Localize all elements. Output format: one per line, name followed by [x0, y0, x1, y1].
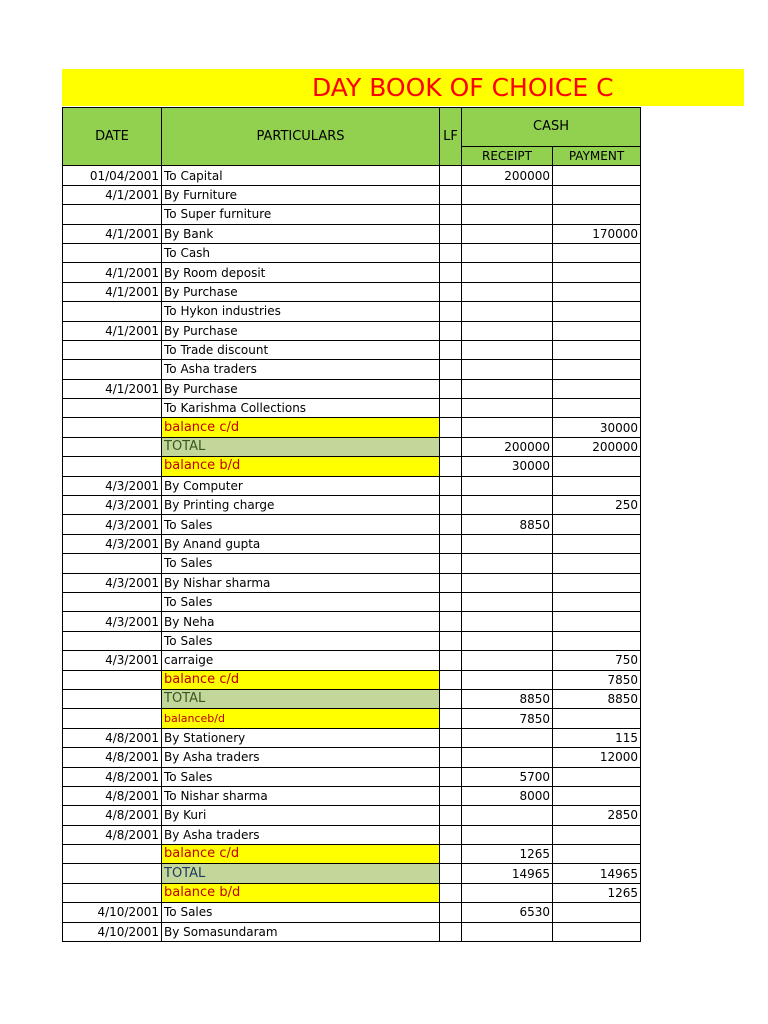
particulars-cell[interactable]: By Furniture — [162, 185, 440, 204]
table-row — [63, 825, 641, 844]
table-row — [63, 534, 641, 553]
payment-cell[interactable] — [553, 321, 641, 340]
date-cell[interactable]: 4/3/2001 — [63, 515, 162, 534]
header-lf[interactable]: LF — [440, 108, 462, 166]
lf-cell[interactable] — [440, 224, 462, 243]
lf-cell[interactable] — [440, 282, 462, 301]
date-cell[interactable]: 4/3/2001 — [63, 534, 162, 553]
receipt-cell[interactable] — [462, 592, 553, 611]
lf-cell[interactable] — [440, 592, 462, 611]
date-cell[interactable]: 4/8/2001 — [63, 728, 162, 747]
particulars-cell[interactable]: To Hykon industries — [162, 302, 440, 321]
date-cell[interactable]: 4/10/2001 — [63, 922, 162, 941]
lf-cell[interactable] — [440, 864, 462, 883]
receipt-cell[interactable] — [462, 476, 553, 495]
lf-cell[interactable] — [440, 670, 462, 689]
lf-cell[interactable] — [440, 612, 462, 631]
receipt-cell[interactable] — [462, 321, 553, 340]
table-row — [63, 243, 641, 262]
date-cell[interactable]: 4/1/2001 — [63, 282, 162, 301]
table-row — [63, 457, 641, 476]
particulars-cell[interactable]: balance c/d — [162, 418, 440, 437]
date-cell[interactable] — [63, 554, 162, 573]
payment-cell[interactable]: 200000 — [553, 437, 641, 456]
date-cell[interactable]: 4/3/2001 — [63, 612, 162, 631]
receipt-cell[interactable] — [462, 360, 553, 379]
particulars-cell[interactable]: To Sales — [162, 767, 440, 786]
table-row — [63, 767, 641, 786]
payment-cell[interactable] — [553, 360, 641, 379]
lf-cell[interactable] — [440, 418, 462, 437]
sheet-title: DAY BOOK OF CHOICE C — [312, 73, 614, 102]
header-payment[interactable]: PAYMENT — [553, 147, 641, 166]
lf-cell[interactable] — [440, 767, 462, 786]
receipt-cell[interactable]: 14965 — [462, 864, 553, 883]
payment-cell[interactable] — [553, 340, 641, 359]
date-cell[interactable]: 4/8/2001 — [63, 806, 162, 825]
date-cell[interactable] — [63, 689, 162, 708]
table-row — [63, 573, 641, 592]
date-cell[interactable] — [63, 864, 162, 883]
table-row — [63, 166, 641, 185]
receipt-cell[interactable]: 1265 — [462, 845, 553, 864]
receipt-cell[interactable] — [462, 573, 553, 592]
ledger-body — [63, 166, 641, 942]
receipt-cell[interactable]: 200000 — [462, 166, 553, 185]
receipt-cell[interactable] — [462, 670, 553, 689]
receipt-cell[interactable] — [462, 496, 553, 515]
particulars-cell[interactable]: To Nishar sharma — [162, 786, 440, 805]
particulars-cell[interactable]: balance c/d — [162, 670, 440, 689]
receipt-cell[interactable] — [462, 399, 553, 418]
table-row — [63, 515, 641, 534]
payment-cell[interactable] — [553, 205, 641, 224]
receipt-cell[interactable] — [462, 806, 553, 825]
payment-cell[interactable] — [553, 515, 641, 534]
payment-cell[interactable] — [553, 399, 641, 418]
receipt-cell[interactable] — [462, 379, 553, 398]
table-row — [63, 748, 641, 767]
date-cell[interactable] — [63, 709, 162, 728]
table-row — [63, 592, 641, 611]
particulars-cell[interactable]: To Sales — [162, 554, 440, 573]
table-row — [63, 321, 641, 340]
date-cell[interactable]: 4/1/2001 — [63, 224, 162, 243]
date-cell[interactable] — [63, 457, 162, 476]
lf-cell[interactable] — [440, 573, 462, 592]
lf-cell[interactable] — [440, 806, 462, 825]
payment-cell[interactable] — [553, 476, 641, 495]
header-row-top — [63, 108, 641, 147]
table-row — [63, 883, 641, 902]
table-row — [63, 418, 641, 437]
receipt-cell[interactable] — [462, 263, 553, 282]
payment-cell[interactable] — [553, 845, 641, 864]
particulars-cell[interactable]: By Asha traders — [162, 825, 440, 844]
lf-cell[interactable] — [440, 321, 462, 340]
payment-cell[interactable]: 1265 — [553, 883, 641, 902]
payment-cell[interactable] — [553, 631, 641, 650]
particulars-cell[interactable]: To Sales — [162, 631, 440, 650]
particulars-cell[interactable]: By Printing charge — [162, 496, 440, 515]
date-cell[interactable] — [63, 205, 162, 224]
lf-cell[interactable] — [440, 515, 462, 534]
particulars-cell[interactable]: To Trade discount — [162, 340, 440, 359]
receipt-cell[interactable] — [462, 205, 553, 224]
table-row — [63, 282, 641, 301]
receipt-cell[interactable] — [462, 282, 553, 301]
particulars-cell[interactable]: To Asha traders — [162, 360, 440, 379]
payment-cell[interactable]: 250 — [553, 496, 641, 515]
lf-cell[interactable] — [440, 631, 462, 650]
payment-cell[interactable] — [553, 457, 641, 476]
receipt-cell[interactable]: 200000 — [462, 437, 553, 456]
payment-cell[interactable] — [553, 767, 641, 786]
header-cash[interactable]: CASH — [462, 108, 641, 147]
header-receipt[interactable]: RECEIPT — [462, 147, 553, 166]
lf-cell[interactable] — [440, 185, 462, 204]
lf-cell[interactable] — [440, 709, 462, 728]
payment-cell[interactable] — [553, 825, 641, 844]
table-row — [63, 670, 641, 689]
date-cell[interactable]: 4/3/2001 — [63, 651, 162, 670]
payment-cell[interactable]: 115 — [553, 728, 641, 747]
particulars-cell[interactable]: balanceb/d — [162, 709, 440, 728]
particulars-cell[interactable]: To Cash — [162, 243, 440, 262]
particulars-cell[interactable]: To Capital — [162, 166, 440, 185]
payment-cell[interactable]: 8850 — [553, 689, 641, 708]
particulars-cell[interactable]: balance b/d — [162, 883, 440, 902]
receipt-cell[interactable] — [462, 922, 553, 941]
header-particulars[interactable]: PARTICULARS — [162, 108, 440, 166]
date-cell[interactable]: 4/8/2001 — [63, 767, 162, 786]
lf-cell[interactable] — [440, 302, 462, 321]
particulars-cell[interactable]: By Stationery — [162, 728, 440, 747]
lf-cell[interactable] — [440, 379, 462, 398]
payment-cell[interactable] — [553, 263, 641, 282]
receipt-cell[interactable] — [462, 418, 553, 437]
payment-cell[interactable] — [553, 379, 641, 398]
date-cell[interactable]: 4/8/2001 — [63, 786, 162, 805]
date-cell[interactable] — [63, 302, 162, 321]
lf-cell[interactable] — [440, 728, 462, 747]
lf-cell[interactable] — [440, 166, 462, 185]
payment-cell[interactable] — [553, 903, 641, 922]
particulars-cell[interactable]: balance b/d — [162, 457, 440, 476]
date-cell[interactable] — [63, 418, 162, 437]
lf-cell[interactable] — [440, 399, 462, 418]
payment-cell[interactable] — [553, 302, 641, 321]
lf-cell[interactable] — [440, 845, 462, 864]
receipt-cell[interactable]: 5700 — [462, 767, 553, 786]
payment-cell[interactable] — [553, 243, 641, 262]
payment-cell[interactable] — [553, 786, 641, 805]
table-row — [63, 185, 641, 204]
lf-cell[interactable] — [440, 922, 462, 941]
date-cell[interactable] — [63, 670, 162, 689]
particulars-cell[interactable]: TOTAL — [162, 437, 440, 456]
table-row — [63, 476, 641, 495]
particulars-cell[interactable]: By Purchase — [162, 321, 440, 340]
receipt-cell[interactable] — [462, 651, 553, 670]
particulars-cell[interactable]: TOTAL — [162, 689, 440, 708]
payment-cell[interactable] — [553, 534, 641, 553]
lf-cell[interactable] — [440, 651, 462, 670]
particulars-cell[interactable]: To Sales — [162, 592, 440, 611]
lf-cell[interactable] — [440, 263, 462, 282]
table-row — [63, 205, 641, 224]
payment-cell[interactable]: 12000 — [553, 748, 641, 767]
payment-cell[interactable]: 7850 — [553, 670, 641, 689]
receipt-cell[interactable] — [462, 224, 553, 243]
payment-cell[interactable]: 750 — [553, 651, 641, 670]
date-cell[interactable] — [63, 883, 162, 902]
receipt-cell[interactable] — [462, 883, 553, 902]
particulars-cell[interactable]: By Nishar sharma — [162, 573, 440, 592]
lf-cell[interactable] — [440, 243, 462, 262]
table-row — [63, 689, 641, 708]
date-cell[interactable] — [63, 360, 162, 379]
lf-cell[interactable] — [440, 340, 462, 359]
lf-cell[interactable] — [440, 825, 462, 844]
table-row — [63, 554, 641, 573]
date-cell[interactable]: 4/1/2001 — [63, 379, 162, 398]
title-bar — [62, 69, 744, 106]
receipt-cell[interactable] — [462, 534, 553, 553]
date-cell[interactable]: 4/8/2001 — [63, 825, 162, 844]
lf-cell[interactable] — [440, 883, 462, 902]
date-cell[interactable] — [63, 399, 162, 418]
receipt-cell[interactable]: 30000 — [462, 457, 553, 476]
particulars-cell[interactable]: By Kuri — [162, 806, 440, 825]
particulars-cell[interactable]: carraige — [162, 651, 440, 670]
particulars-cell[interactable]: By Room deposit — [162, 263, 440, 282]
table-row — [63, 379, 641, 398]
particulars-cell[interactable]: balance c/d — [162, 845, 440, 864]
table-row — [63, 263, 641, 282]
lf-cell[interactable] — [440, 689, 462, 708]
payment-cell[interactable] — [553, 166, 641, 185]
lf-cell[interactable] — [440, 554, 462, 573]
particulars-cell[interactable]: By Computer — [162, 476, 440, 495]
payment-cell[interactable]: 30000 — [553, 418, 641, 437]
particulars-cell[interactable]: By Somasundaram — [162, 922, 440, 941]
date-cell[interactable] — [63, 592, 162, 611]
particulars-cell[interactable]: By Neha — [162, 612, 440, 631]
particulars-cell[interactable]: By Anand gupta — [162, 534, 440, 553]
payment-cell[interactable]: 170000 — [553, 224, 641, 243]
lf-cell[interactable] — [440, 748, 462, 767]
payment-cell[interactable] — [553, 612, 641, 631]
particulars-cell[interactable]: By Asha traders — [162, 748, 440, 767]
payment-cell[interactable] — [553, 185, 641, 204]
receipt-cell[interactable]: 6530 — [462, 903, 553, 922]
payment-cell[interactable] — [553, 592, 641, 611]
table-row — [63, 360, 641, 379]
table-row — [63, 709, 641, 728]
table-row — [63, 224, 641, 243]
receipt-cell[interactable] — [462, 612, 553, 631]
date-cell[interactable]: 4/3/2001 — [63, 496, 162, 515]
table-row — [63, 496, 641, 515]
date-cell[interactable] — [63, 437, 162, 456]
date-cell[interactable]: 4/3/2001 — [63, 573, 162, 592]
date-cell[interactable]: 4/1/2001 — [63, 263, 162, 282]
lf-cell[interactable] — [440, 205, 462, 224]
payment-cell[interactable] — [553, 554, 641, 573]
receipt-cell[interactable] — [462, 631, 553, 650]
receipt-cell[interactable]: 8000 — [462, 786, 553, 805]
table-row — [63, 399, 641, 418]
receipt-cell[interactable]: 7850 — [462, 709, 553, 728]
table-row — [63, 864, 641, 883]
table-row — [63, 302, 641, 321]
date-cell[interactable]: 4/10/2001 — [63, 903, 162, 922]
particulars-cell[interactable]: To Karishma Collections — [162, 399, 440, 418]
lf-cell[interactable] — [440, 903, 462, 922]
day-book-table — [62, 107, 641, 942]
table-row — [63, 340, 641, 359]
table-row — [63, 845, 641, 864]
receipt-cell[interactable] — [462, 302, 553, 321]
lf-cell[interactable] — [440, 457, 462, 476]
table-row — [63, 612, 641, 631]
payment-cell[interactable] — [553, 573, 641, 592]
receipt-cell[interactable] — [462, 728, 553, 747]
payment-cell[interactable]: 2850 — [553, 806, 641, 825]
date-cell[interactable]: 01/04/2001 — [63, 166, 162, 185]
particulars-cell[interactable]: To Sales — [162, 903, 440, 922]
payment-cell[interactable] — [553, 922, 641, 941]
particulars-cell[interactable]: By Purchase — [162, 379, 440, 398]
table-row — [63, 437, 641, 456]
table-row — [63, 806, 641, 825]
payment-cell[interactable] — [553, 282, 641, 301]
date-cell[interactable] — [63, 631, 162, 650]
receipt-cell[interactable] — [462, 340, 553, 359]
payment-cell[interactable] — [553, 709, 641, 728]
payment-cell[interactable]: 14965 — [553, 864, 641, 883]
table-row — [63, 631, 641, 650]
receipt-cell[interactable] — [462, 554, 553, 573]
table-row — [63, 651, 641, 670]
particulars-cell[interactable]: TOTAL — [162, 864, 440, 883]
receipt-cell[interactable] — [462, 748, 553, 767]
date-cell[interactable]: 4/1/2001 — [63, 185, 162, 204]
lf-cell[interactable] — [440, 476, 462, 495]
table-row — [63, 786, 641, 805]
table-row — [63, 728, 641, 747]
receipt-cell[interactable]: 8850 — [462, 689, 553, 708]
table-row — [63, 922, 641, 941]
date-cell[interactable] — [63, 845, 162, 864]
date-cell[interactable]: 4/1/2001 — [63, 321, 162, 340]
lf-cell[interactable] — [440, 534, 462, 553]
receipt-cell[interactable] — [462, 825, 553, 844]
date-cell[interactable] — [63, 243, 162, 262]
table-row — [63, 903, 641, 922]
receipt-cell[interactable]: 8850 — [462, 515, 553, 534]
header-date[interactable]: DATE — [63, 108, 162, 166]
date-cell[interactable]: 4/3/2001 — [63, 476, 162, 495]
receipt-cell[interactable] — [462, 185, 553, 204]
lf-cell[interactable] — [440, 496, 462, 515]
particulars-cell[interactable]: To Super furniture — [162, 205, 440, 224]
receipt-cell[interactable] — [462, 243, 553, 262]
particulars-cell[interactable]: To Sales — [162, 515, 440, 534]
particulars-cell[interactable]: By Purchase — [162, 282, 440, 301]
date-cell[interactable] — [63, 340, 162, 359]
lf-cell[interactable] — [440, 360, 462, 379]
date-cell[interactable]: 4/8/2001 — [63, 748, 162, 767]
lf-cell[interactable] — [440, 786, 462, 805]
particulars-cell[interactable]: By Bank — [162, 224, 440, 243]
lf-cell[interactable] — [440, 437, 462, 456]
